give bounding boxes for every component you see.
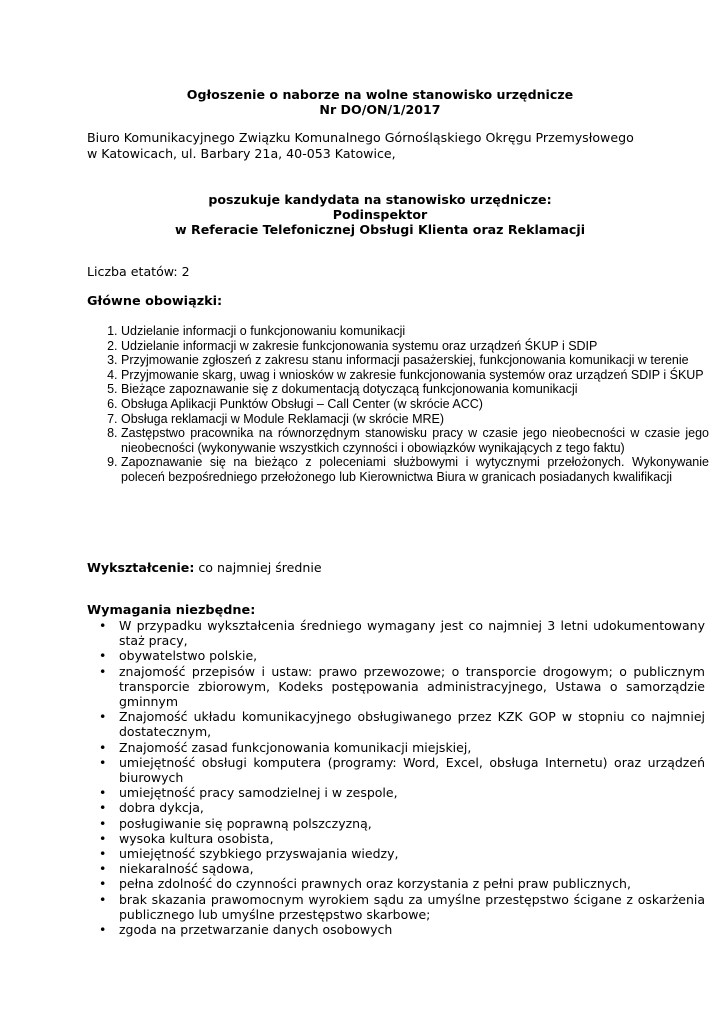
- requirement-item: • niekaralność sądowa,: [119, 861, 705, 876]
- duty-item: 9. Zapoznawanie się na bieżąco z poleceniami służbowymi i wytycznymi przełożonych. Wykonywanie poleceń bezpośredniego przełożonego lub Kierownictwa Biura w granicach posiadanych kwalifikacji: [121, 455, 709, 484]
- organization-address: [87, 130, 687, 162]
- organization-line-2: w Katowicach, ul. Barbary 21a, 40-053 Katowice,: [87, 146, 396, 161]
- positions-count: Liczba etatów: 2: [87, 264, 190, 279]
- duty-item: 8. Zastępstwo pracownika na równorzędnym stanowisku pracy w czasie jego nieobecności w czasie jego nieobecności (wykonywanie wszystkich czynności i obowiązków wynikających z tego faktu): [121, 426, 709, 455]
- requirement-item: • znajomość przepisów i ustaw: prawo przewozowe; o transporcie drogowym; o publicznym transporcie zbiorowym, Kodeks postępowania administracyjnego, Ustawa o samorządzie gminnym: [119, 664, 705, 710]
- position-heading: [90, 192, 670, 237]
- education-value: co najmniej średnie: [194, 560, 322, 575]
- announcement-title: [100, 87, 660, 117]
- requirement-item: • wysoka kultura osobista,: [119, 831, 705, 846]
- requirement-item: • Znajomość układu komunikacyjnego obsługiwanego przez KZK GOP w stopniu co najmniej dostatecznym,: [119, 709, 705, 739]
- organization-line-1: Biuro Komunikacyjnego Związku Komunalnego Górnośląskiego Okręgu Przemysłowego: [87, 130, 634, 145]
- duties-heading: Główne obowiązki:: [87, 294, 223, 309]
- duty-item: 1. Udzielanie informacji o funkcjonowaniu komunikacji: [121, 324, 709, 339]
- education-label: Wykształcenie:: [87, 560, 195, 575]
- requirement-item: • obywatelstwo polskie,: [119, 648, 705, 663]
- position-line-2: Podinspektor: [332, 207, 428, 222]
- duty-item: 3. Przyjmowanie zgłoszeń z zakresu stanu informacji pasażerskiej, funkcjonowania komunikacji w terenie: [121, 353, 709, 368]
- requirement-item: • umiejętność szybkiego przyswajania wiedzy,: [119, 846, 705, 861]
- requirement-item: • Znajomość zasad funkcjonowania komunikacji miejskiej,: [119, 740, 705, 755]
- requirement-item: • zgoda na przetwarzanie danych osobowych: [119, 922, 705, 937]
- requirement-item: • W przypadku wykształcenia średniego wymagany jest co najmniej 3 letni udokumentowany staż pracy,: [119, 618, 705, 648]
- requirements-list: [87, 618, 705, 937]
- duty-item: 6. Obsługa Aplikacji Punktów Obsługi – Call Center (w skrócie ACC): [121, 397, 709, 412]
- title-line-2: Nr DO/ON/1/2017: [319, 102, 441, 117]
- requirement-item: • umiejętność pracy samodzielnej i w zespole,: [119, 785, 705, 800]
- duties-list: [87, 324, 709, 485]
- requirement-item: • dobra dykcja,: [119, 800, 705, 815]
- duty-item: 4. Przyjmowanie skarg, uwag i wniosków w zakresie funkcjonowania systemów oraz urządzeń SDIP i ŚKUP: [121, 368, 709, 383]
- requirement-item: • brak skazania prawomocnym wyrokiem sądu za umyślne przestępstwo ścigane z oskarżenia publicznego lub umyślne przestępstwo skarbowe;: [119, 892, 705, 922]
- position-line-3: w Referacie Telefonicznej Obsługi Klienta oraz Reklamacji: [174, 222, 586, 237]
- requirement-item: • posługiwanie się poprawną polszczyzną,: [119, 816, 705, 831]
- requirements-heading: Wymagania niezbędne:: [87, 603, 256, 618]
- title-line-1: Ogłoszenie o naborze na wolne stanowisko urzędnicze: [186, 87, 574, 102]
- duty-item: 5. Bieżące zapoznawanie się z dokumentacją dotyczącą funkcjonowania komunikacji: [121, 382, 709, 397]
- duty-item: 7. Obsługa reklamacji w Module Reklamacji (w skrócie MRE): [121, 412, 709, 427]
- education-requirement: [87, 560, 322, 575]
- requirement-item: • umiejętność obsługi komputera (programy: Word, Excel, obsługa Internetu) oraz urządzeń biurowych: [119, 755, 705, 785]
- position-line-1: poszukuje kandydata na stanowisko urzędnicze:: [208, 192, 552, 207]
- duty-item: 2. Udzielanie informacji w zakresie funkcjonowania systemu oraz urządzeń ŚKUP i SDIP: [121, 339, 709, 354]
- requirement-item: • pełna zdolność do czynności prawnych oraz korzystania z pełni praw publicznych,: [119, 876, 705, 891]
